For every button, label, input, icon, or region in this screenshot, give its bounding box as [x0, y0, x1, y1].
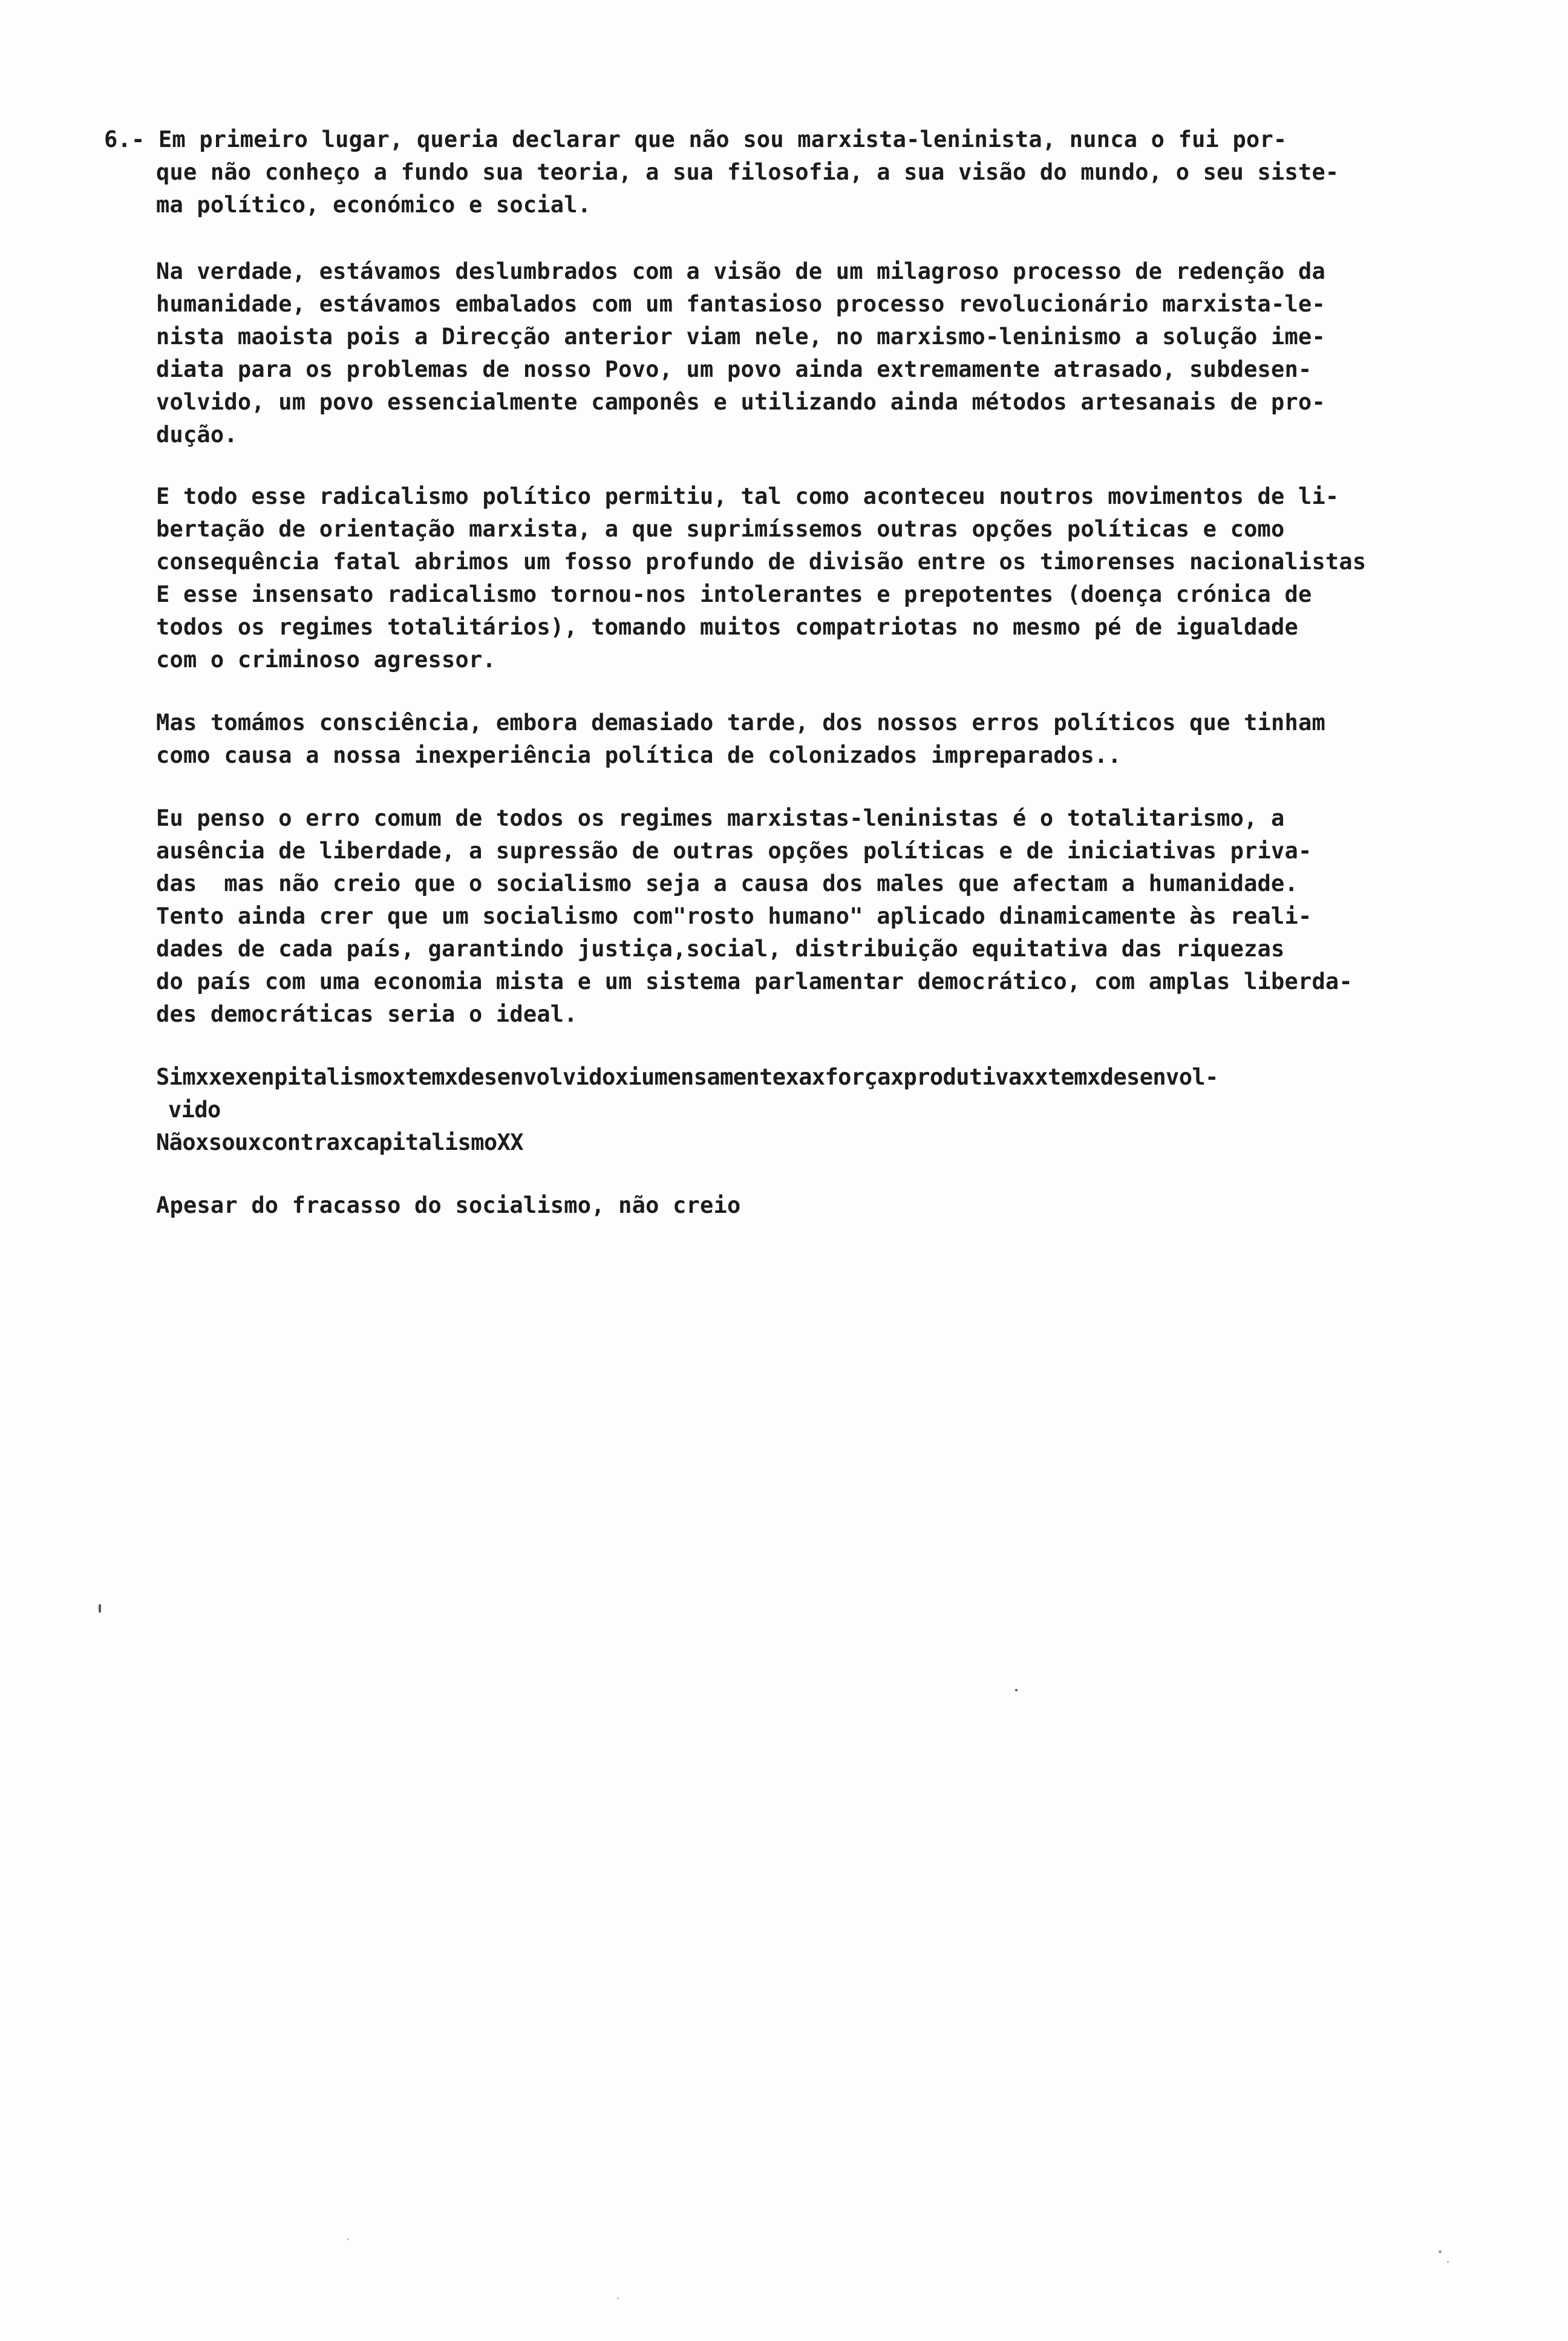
paragraph-1-line-2: que não conheço a fundo sua teoria, a sua filosofia, a sua visão do mundo, o seu siste- [156, 159, 1339, 185]
scan-speck [1447, 2261, 1449, 2263]
paragraph-5-line-7: des democráticas seria o ideal. [156, 1001, 578, 1027]
paragraph-5-line-6: do país com uma economia mista e um sistema parlamentar democrático, com amplas liberda- [156, 968, 1353, 994]
paragraph-3-line-4: E esse insensato radicalismo tornou-nos intolerantes e prepotentes (doença crónica de [156, 581, 1312, 607]
paragraph-5-line-5: dades de cada país, garantindo justiça,social, distribuição equitativa das riquezas [156, 936, 1285, 962]
paragraph-2-line-6: dução. [156, 422, 238, 448]
paragraph-3-line-1: E todo esse radicalismo político permitiu, tal como aconteceu noutros movimentos de li- [156, 483, 1339, 509]
scan-speck [99, 1604, 101, 1613]
struck-line-1: Simxxexenpitalismoxtemxdesenvolvidoxiumensamentexaxforçaxprodutivaxxtemxdesenvol- [156, 1064, 1218, 1090]
struck-line-2: vido [168, 1097, 221, 1123]
scan-speck [347, 2238, 349, 2240]
paragraph-5-line-4: Tento ainda crer que um socialismo com"rosto humano" aplicado dinamicamente às reali- [156, 903, 1312, 929]
paragraph-4-line-1: Mas tomámos consciência, embora demasiado tarde, dos nossos erros políticos que tinham [156, 710, 1325, 736]
paragraph-2-line-4: diata para os problemas de nosso Povo, um povo ainda extremamente atrasado, subdesen- [156, 356, 1312, 382]
paragraph-2-line-5: volvido, um povo essencialmente camponês e utilizando ainda métodos artesanais de pro- [156, 389, 1325, 415]
paragraph-1-line-3: ma político, económico e social. [156, 192, 592, 218]
scan-speck [617, 2297, 619, 2299]
final-line: Apesar do fracasso do socialismo, não creio [156, 1192, 741, 1218]
paragraph-1-line-1: 6.- Em primeiro lugar, queria declarar que não sou marxista-leninista, nunca o fui por- [104, 126, 1287, 152]
paragraph-2-line-1: Na verdade, estávamos deslumbrados com a visão de um milagroso processo de redenção da [156, 258, 1325, 284]
paragraph-2-line-3: nista maoista pois a Direcção anterior viam nele, no marxismo-leninismo a solução ime- [156, 324, 1325, 350]
paragraph-5-line-3: das mas não creio que o socialismo seja a causa dos males que afectam a humanidade. [156, 870, 1298, 896]
paragraph-5-line-1: Eu penso o erro comum de todos os regimes marxistas-leninistas é o totalitarismo, a [156, 805, 1285, 831]
scan-speck [1439, 2250, 1442, 2253]
struck-line-3: NãoxsouxcontraxcapitalismoXX [156, 1129, 523, 1155]
paragraph-5-line-2: ausência de liberdade, a supressão de outras opções políticas e de iniciativas priva- [156, 838, 1312, 864]
paragraph-3-line-2: bertação de orientação marxista, a que suprimíssemos outras opções políticas e como [156, 516, 1285, 542]
scan-speck [1015, 1689, 1018, 1691]
paragraph-3-line-6: com o criminoso agressor. [156, 647, 496, 673]
paragraph-3-line-3: consequência fatal abrimos um fosso profundo de divisão entre os timorenses nacionalistas [156, 549, 1367, 575]
paragraph-4-line-2: como causa a nossa inexperiência política de colonizados impreparados.. [156, 742, 1122, 768]
paragraph-3-line-5: todos os regimes totalitários), tomando muitos compatriotas no mesmo pé de igualdade [156, 614, 1298, 640]
paragraph-2-line-2: humanidade, estávamos embalados com um fantasioso processo revolucionário marxista-le- [156, 291, 1325, 317]
